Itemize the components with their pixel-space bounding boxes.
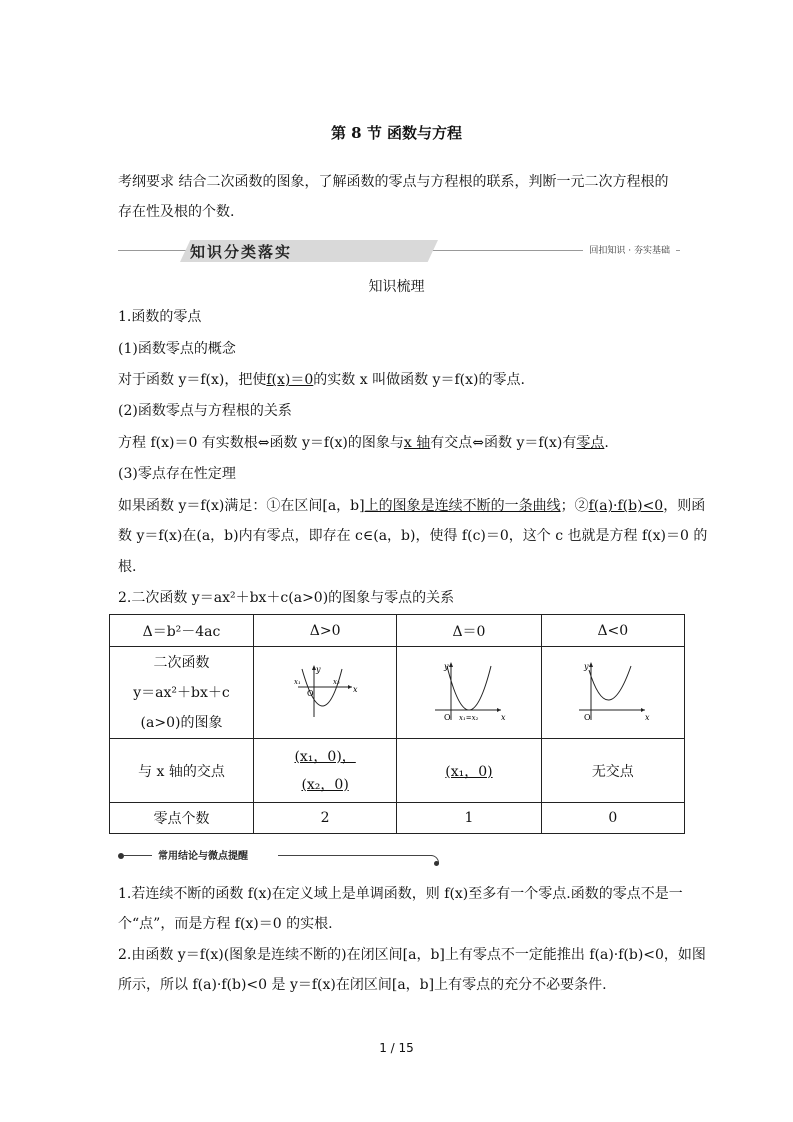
header-cell: Δ＝0 xyxy=(397,615,541,647)
thm-text-2: ；② xyxy=(560,498,589,514)
count-cell: 1 xyxy=(397,803,541,834)
graph-label-line: y＝ax²＋bx＋c xyxy=(133,684,230,701)
axis-y-label: y xyxy=(316,664,321,674)
double-root-label: x₁=x₂ xyxy=(458,713,479,722)
header-cell: Δ＝b²－4ac xyxy=(110,615,254,647)
def-text-1: 对于函数 y＝f(x)，把使 xyxy=(118,372,267,388)
tips-banner xyxy=(118,846,440,866)
page-number: 1 / 15 xyxy=(379,1041,414,1055)
tips-rule-right xyxy=(278,855,432,856)
quadratic-heading: 2.二次函数 y＝ax²＋bx＋c(a>0)的图象与零点的关系 xyxy=(118,590,455,606)
banner-title: 知识分类落实 xyxy=(190,243,293,261)
axis-y-label: y xyxy=(583,661,589,671)
relation-text xyxy=(118,429,678,457)
root-x1-label: x₁ xyxy=(294,677,301,686)
tip-1-line-1: 1.若连续不断的函数 f(x)在定义域上是单调函数，则 f(x)至多有一个零点.函数的零点不是一 xyxy=(118,886,683,902)
tips-rule-left xyxy=(124,855,152,856)
knowledge-banner xyxy=(118,240,680,262)
knowledge-heading: 知识梳理 xyxy=(368,279,425,295)
def-text-2: 的实数 x 叫做函数 y＝f(x)的零点. xyxy=(313,372,525,388)
thm-text-1: 如果函数 y＝f(x)满足：①在区间[a，b] xyxy=(118,498,365,514)
graph-label-line: (a>0)的图象 xyxy=(140,714,223,731)
zero-concept-heading: (1)函数零点的概念 xyxy=(118,341,236,357)
end-dot-icon xyxy=(434,861,439,866)
rel-blank-1: x 轴 xyxy=(403,435,431,451)
tip-2-line-2: 所示，所以 f(a)·f(b)<0 是 y＝f(x)在闭区间[a，b]上有零点的充分不必要条件. xyxy=(118,977,607,993)
rel-text-3: . xyxy=(604,435,609,451)
quadratic-table xyxy=(109,614,685,834)
axis-x-label: x xyxy=(500,712,506,722)
theorem-heading: (3)零点存在性定理 xyxy=(118,466,236,482)
section-title: 第 8 节 函数与方程 xyxy=(330,124,463,142)
requirements-line-2: 存在性及根的个数. xyxy=(118,204,235,220)
header-cell: Δ<0 xyxy=(541,615,684,647)
theorem-line-1 xyxy=(118,492,706,520)
tip-2-line-1: 2.由函数 y＝f(x)(图象是连续不断的)在闭区间[a，b]上有零点不一定能推出 f(a)·f(b)<0，如图 xyxy=(118,947,706,963)
parabola-one-root-graph xyxy=(431,658,507,724)
intersection-label-cell: 与 x 轴的交点 xyxy=(110,739,254,803)
graph-label-line: 二次函数 xyxy=(153,654,210,671)
axis-x-label: x xyxy=(353,684,358,694)
origin-label: O xyxy=(583,712,591,722)
intersection-value: (x₁，0) xyxy=(445,763,493,780)
requirements-line-1: 考纲要求 结合二次函数的图象，了解函数的零点与方程根的联系，判断一元二次方程根的 xyxy=(118,174,669,190)
bullet-dot-icon xyxy=(118,853,124,859)
intersection-one-cell xyxy=(397,739,541,803)
table-row-count xyxy=(110,803,685,834)
table-row-intersections xyxy=(110,739,685,803)
table-row-header xyxy=(110,615,685,647)
thm-text-3: ，则函 xyxy=(663,498,706,514)
rel-blank-2: 零点 xyxy=(576,435,605,451)
tips-title: 常用结论与微点提醒 xyxy=(158,851,248,862)
def-blank: f(x)＝0 xyxy=(266,372,314,388)
axis-y-label: y xyxy=(443,661,449,671)
graph-cell-no-root xyxy=(541,647,684,739)
intersection-value: (x₂，0) xyxy=(301,776,349,793)
rel-text-1: 方程 f(x)＝0 有实数根⇔函数 y＝f(x)的图象与 xyxy=(118,435,404,451)
theorem-line-3: 根. xyxy=(118,559,137,575)
graph-cell-one-root xyxy=(397,647,541,739)
axis-x-label: x xyxy=(644,712,650,722)
intersection-two-cell xyxy=(253,739,396,803)
count-label-cell: 零点个数 xyxy=(110,803,254,834)
graph-cell-two-roots xyxy=(253,647,396,739)
table-row-graph xyxy=(110,647,685,739)
parabola-two-roots-graph xyxy=(290,661,360,721)
relation-heading: (2)函数零点与方程根的关系 xyxy=(118,403,292,419)
banner-subtitle: 回扣知识 · 夯实基础 xyxy=(583,243,676,256)
tip-1-line-2: 个“点”，而是方程 f(x)＝0 的实根. xyxy=(118,916,333,932)
zero-point-heading: 1.函数的零点 xyxy=(118,309,202,325)
root-x2-label: x₂ xyxy=(333,677,340,686)
thm-blank-1: 上的图象是连续不断的一条曲线 xyxy=(364,498,561,514)
intersection-value: (x₁，0)， xyxy=(294,748,356,765)
thm-blank-2: f(a)·f(b)<0 xyxy=(588,498,664,514)
graph-label-cell xyxy=(110,647,254,739)
rel-text-2: 有交点⇔函数 y＝f(x)有 xyxy=(430,435,577,451)
origin-label: O xyxy=(307,688,314,698)
parabola-no-root-graph xyxy=(575,658,651,724)
origin-label: O xyxy=(443,712,451,722)
zero-definition xyxy=(118,366,678,394)
intersection-none-cell: 无交点 xyxy=(541,739,684,803)
count-cell: 2 xyxy=(253,803,396,834)
header-cell: Δ>0 xyxy=(253,615,396,647)
theorem-line-2: 数 y＝f(x)在(a，b)内有零点，即存在 c∈(a，b)，使得 f(c)＝0，这个 c 也就是方程 f(x)＝0 的 xyxy=(118,528,708,544)
count-cell: 0 xyxy=(541,803,684,834)
